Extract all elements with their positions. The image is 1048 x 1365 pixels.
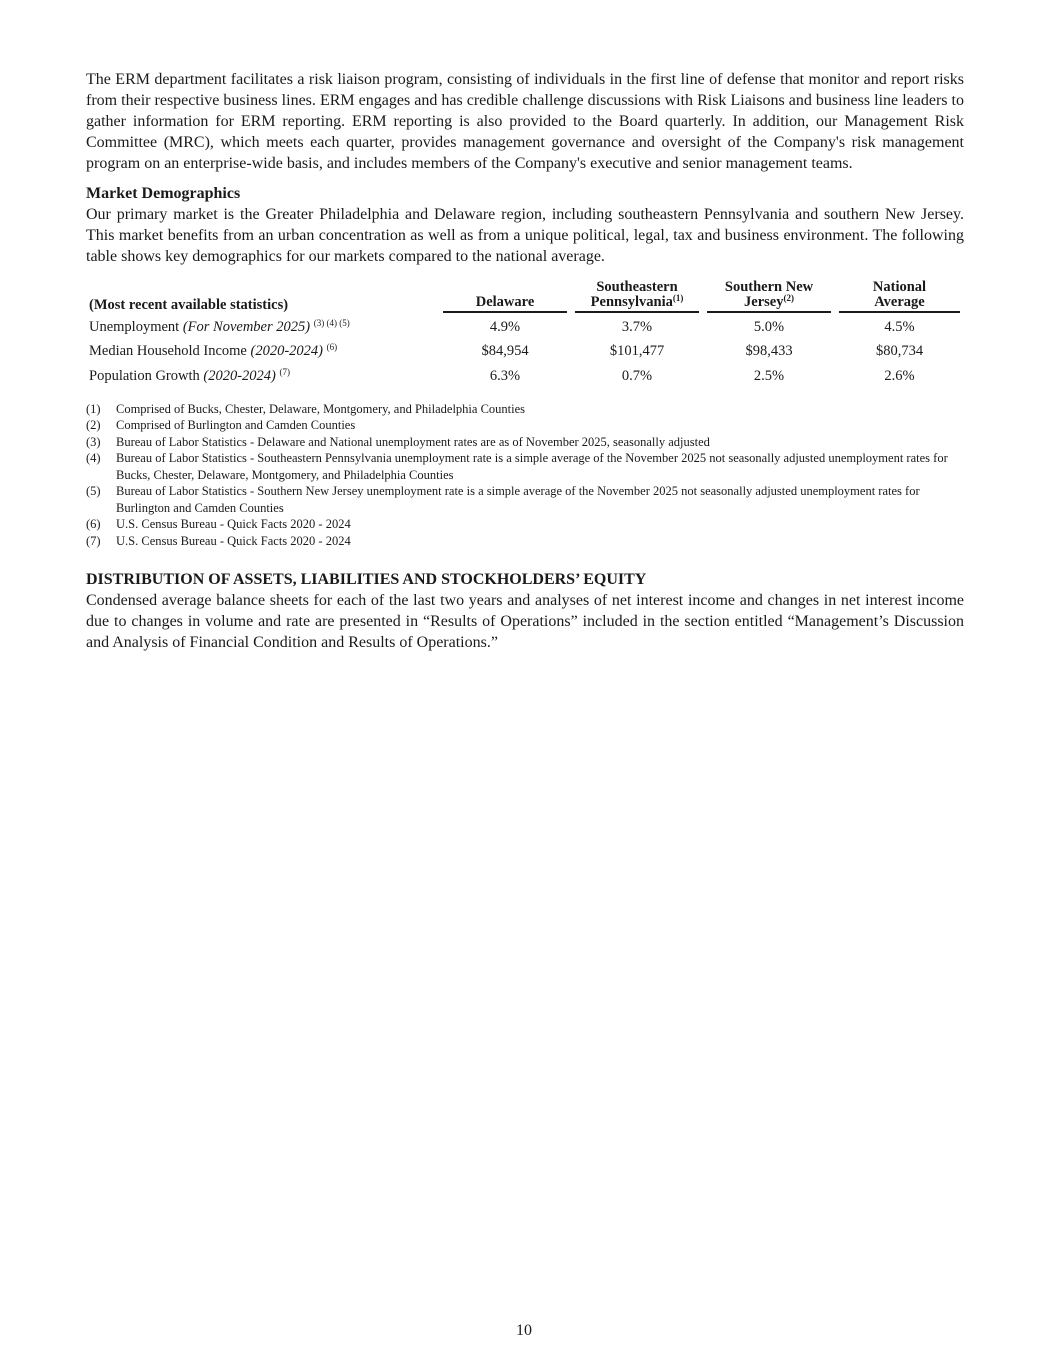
- footnotes: [86, 401, 964, 550]
- cell-national-average: 4.5%: [884, 318, 915, 335]
- column-header-national-average: National Average: [835, 280, 964, 315]
- table-row: [86, 340, 964, 365]
- column-header-southern-new-jersey: Southern New Jersey$^{(2)}$: [703, 280, 835, 315]
- footnote: (3) Bureau of Labor Statistics - Delaware and National unemployment rates are as of November 2025, seasonally adjusted: [86, 434, 710, 449]
- cell-national-average: 2.6%: [884, 367, 915, 384]
- footnote: (7) U.S. Census Bureau - Quick Facts 2020 - 2024: [86, 533, 351, 548]
- table-row: [86, 364, 964, 389]
- row-label-population-growth: Population Growth (2020-2024) $^{(7)}$: [89, 366, 291, 384]
- footnote: (6) U.S. Census Bureau - Quick Facts 2020 - 2024: [86, 517, 351, 531]
- cell-delaware: 4.9%: [489, 318, 521, 335]
- cell-southeastern-pennsylvania: 3.7%: [621, 318, 653, 335]
- document-page: [86, 69, 964, 653]
- column-header-delaware: Delaware: [439, 280, 571, 315]
- erm-paragraph: The ERM department facilitates a risk liaison program, consisting of individuals in the first line of defense that monitor and report risks from their respective business lines. ERM engages and has credible challenge discussions with Risk Liaisons and business line leaders to gather information for ERM reporting. ERM reporting is also provided to the Board quarterly. In addition, our Management Risk Committee (MRC), which meets each quarter, provides management governance and oversight of the Company's risk management program on an enterprise-wide basis, and includes members of the Company's executive and senior management teams.: [86, 71, 964, 172]
- distribution-paragraph: Condensed average balance sheets for each of the last two years and analyses of net interest income and changes in net interest income due to changes in volume and rate are presented in “Results of Operations” included in the section entitled “Management’s Discussion and Analysis of Financial Condition and Results of Operations.”: [86, 592, 964, 651]
- demographics-table: [86, 280, 964, 389]
- footnote: (1) Comprised of Bucks, Chester, Delaware, Montgomery, and Philadelphia Counties: [86, 401, 526, 416]
- footnote: (2) Comprised of Burlington and Camden Counties: [86, 418, 356, 432]
- table-header-row: [86, 280, 964, 315]
- cell-delaware: 6.3%: [489, 367, 521, 384]
- cell-southeastern-pennsylvania: 0.7%: [621, 367, 653, 384]
- footnote: (5) Bureau of Labor Statistics - Southern New Jersey unemployment rate is a simple average of the November 2025 not seasonally adjusted unemployment rates for Burlington and Camden Counties: [86, 484, 920, 515]
- cell-delaware: $84,954: [481, 343, 529, 360]
- market-demographics-heading: Market Demographics: [86, 185, 241, 202]
- market-demographics-paragraph: Our primary market is the Greater Philadelphia and Delaware region, including southeastern Pennsylvania and southern New Jersey. This market benefits from an urban concentration as well as from a unique political, legal, tax and business environment. The following table shows key demographics for our markets compared to the national average.: [86, 206, 964, 265]
- distribution-heading: DISTRIBUTION OF ASSETS, LIABILITIES AND STOCKHOLDERS’ EQUITY: [86, 571, 647, 588]
- cell-southern-new-jersey: $98,433: [745, 343, 793, 360]
- footnote: (4) Bureau of Labor Statistics - Southeastern Pennsylvania unemployment rate is a simple average of the November 2025 not seasonally adjusted unemployment rates for Bucks, Chester, Delaware, Montgomery, and Philadelphia Counties: [86, 451, 948, 482]
- page-number: 10: [516, 1322, 532, 1339]
- cell-southern-new-jersey: 2.5%: [753, 367, 785, 384]
- cell-southern-new-jersey: 5.0%: [753, 318, 785, 335]
- column-header-southeastern-pennsylvania: Southeastern Pennsylvania$^{(1)}$: [571, 280, 703, 315]
- cell-southeastern-pennsylvania: $101,477: [609, 343, 665, 360]
- row-label-unemployment: Unemployment (For November 2025) $^{(3) (4) (5)}$: [89, 317, 350, 335]
- table-row: [86, 315, 964, 340]
- cell-national-average: $80,734: [875, 343, 924, 360]
- row-label-median-household-income: Median Household Income (2020-2024) $^{(6)}$: [89, 342, 338, 360]
- column-header-statistics: (Most recent available statistics): [89, 297, 289, 313]
